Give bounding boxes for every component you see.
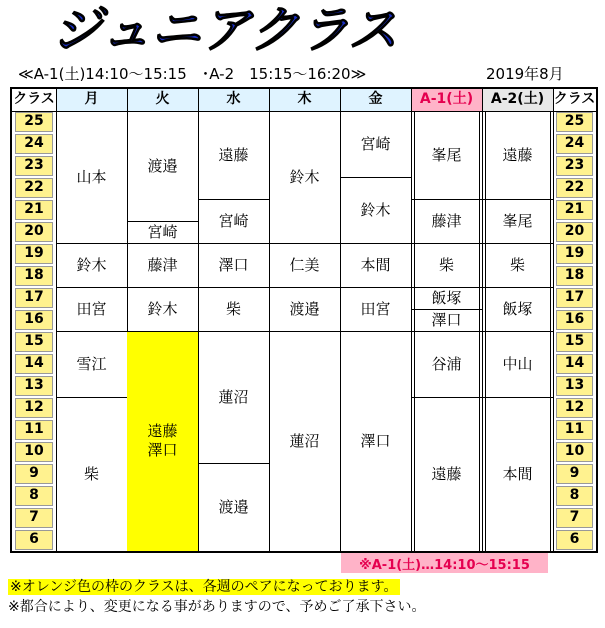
grid-line — [411, 397, 482, 398]
grid-line — [127, 221, 198, 222]
a1-class: 柴 — [438, 255, 454, 274]
level-right: 19 — [556, 244, 593, 264]
level-left: 24 — [15, 134, 53, 154]
header-class_left: クラス — [13, 91, 55, 108]
grid-line — [340, 243, 411, 244]
tue-class: 渡邉 — [147, 156, 178, 175]
grid-line — [127, 331, 198, 332]
level-left: 11 — [15, 420, 53, 440]
grid-line — [553, 89, 554, 551]
level-left: 6 — [15, 530, 53, 550]
grid-line — [482, 287, 553, 288]
grid-line — [411, 287, 482, 288]
a2-class: 峯尾 — [502, 211, 533, 230]
grid-line — [482, 243, 553, 244]
header-class_right: クラス — [553, 91, 596, 108]
a2-class: 飯塚 — [502, 299, 533, 318]
level-right: 6 — [556, 530, 593, 550]
wed-class: 澤口 — [218, 255, 249, 274]
notes — [8, 576, 425, 616]
mon-class: 鈴木 — [76, 255, 107, 274]
level-right: 10 — [556, 442, 593, 462]
level-left: 10 — [15, 442, 53, 462]
a1-class: 藤津 — [431, 211, 462, 230]
level-right: 18 — [556, 266, 593, 286]
mon-class: 山本 — [76, 167, 107, 186]
tue-class: 遠藤 澤口 — [127, 331, 198, 551]
a1-class: 谷浦 — [431, 354, 462, 373]
header-thu: 木 — [269, 89, 340, 111]
level-left: 22 — [15, 178, 53, 198]
timetable — [10, 87, 598, 553]
header-a1: A-1(土) — [411, 89, 482, 111]
grid-line — [411, 309, 482, 310]
grid-line — [482, 397, 553, 398]
mon-class: 田宮 — [76, 299, 107, 318]
level-right: 12 — [556, 398, 593, 418]
title-text: ジュニアクラス — [52, 1, 398, 59]
grid-line — [269, 243, 340, 244]
level-right: 13 — [556, 376, 593, 396]
tue-class: 宮崎 — [147, 222, 178, 241]
level-right: 20 — [556, 222, 593, 242]
a2-class: 中山 — [502, 354, 533, 373]
page-title — [0, 0, 605, 62]
a2-class: 柴 — [509, 255, 525, 274]
grid-line — [198, 463, 269, 464]
level-right: 9 — [556, 464, 593, 484]
level-right: 15 — [556, 332, 593, 352]
header-tue: 火 — [127, 89, 198, 111]
level-left: 25 — [15, 112, 53, 132]
level-right: 24 — [556, 134, 593, 154]
grid-line — [411, 243, 482, 244]
thu-class: 蓮沼 — [289, 431, 320, 450]
fri-class: 田宮 — [360, 299, 391, 318]
grid-line — [56, 331, 127, 332]
grid-line — [127, 243, 198, 244]
schedule-line: ≪A-1(土)14:10〜15:15 ･A-2 15:15〜16:20≫ — [18, 65, 367, 83]
header-wed: 水 — [198, 89, 269, 111]
fri-class: 本間 — [360, 255, 391, 274]
level-left: 23 — [15, 156, 53, 176]
fri-class: 澤口 — [360, 431, 391, 450]
fri-class: 宮崎 — [360, 134, 391, 153]
a2-class: 本間 — [502, 464, 533, 483]
grid-line — [56, 287, 127, 288]
level-left: 21 — [15, 200, 53, 220]
level-right: 25 — [556, 112, 593, 132]
a1-class: 遠藤 — [431, 464, 462, 483]
mon-class: 雪江 — [76, 354, 107, 373]
grid-line — [479, 111, 480, 551]
grid-line — [269, 331, 340, 332]
wed-class: 遠藤 — [218, 145, 249, 164]
level-left: 16 — [15, 310, 53, 330]
grid-line — [198, 331, 269, 332]
a1-time-note: ※A-1(土)…14:10〜15:15 — [341, 553, 548, 573]
level-left: 8 — [15, 486, 53, 506]
grid-line — [340, 177, 411, 178]
level-left: 14 — [15, 354, 53, 374]
mon-class: 柴 — [83, 464, 99, 483]
level-right: 14 — [556, 354, 593, 374]
level-right: 17 — [556, 288, 593, 308]
fri-class: 鈴木 — [360, 200, 391, 219]
a2-class: 遠藤 — [502, 145, 533, 164]
pair-note: ※オレンジ色の枠のクラスは、各週のペアになっております。 — [10, 579, 398, 595]
grid-line — [411, 331, 482, 332]
wed-class: 渡邉 — [218, 497, 249, 516]
level-left: 7 — [15, 508, 53, 528]
grid-line — [482, 199, 553, 200]
grid-line — [485, 111, 486, 551]
grid-line — [56, 243, 127, 244]
level-left: 17 — [15, 288, 53, 308]
grid-line — [269, 287, 340, 288]
level-left: 20 — [15, 222, 53, 242]
grid-line — [198, 199, 269, 200]
thu-class: 仁美 — [289, 255, 320, 274]
grid-line — [198, 243, 269, 244]
level-left: 9 — [15, 464, 53, 484]
header-fri: 金 — [340, 89, 411, 111]
a1-class: 飯塚 — [431, 288, 462, 307]
grid-line — [482, 331, 553, 332]
level-right: 21 — [556, 200, 593, 220]
a1-class: 峯尾 — [431, 145, 462, 164]
grid-line — [411, 199, 482, 200]
a1-class: 澤口 — [431, 310, 462, 329]
wed-class: 宮崎 — [218, 211, 249, 230]
level-right: 22 — [556, 178, 593, 198]
grid-line — [127, 287, 198, 288]
tue-class: 藤津 — [147, 255, 178, 274]
date-label: 2019年8月 — [486, 65, 564, 83]
grid-line — [198, 287, 269, 288]
change-note: ※都合により、変更になる事がありますので、予めご了承下さい。 — [8, 599, 426, 615]
grid-line — [414, 111, 415, 551]
level-right: 8 — [556, 486, 593, 506]
level-left: 12 — [15, 398, 53, 418]
level-right: 23 — [556, 156, 593, 176]
grid-line — [340, 287, 411, 288]
header-a2: A-2(土) — [482, 89, 553, 111]
grid-line — [56, 397, 127, 398]
level-left: 13 — [15, 376, 53, 396]
tue-class: 鈴木 — [147, 299, 178, 318]
level-right: 16 — [556, 310, 593, 330]
wed-class: 柴 — [225, 299, 241, 318]
wed-class: 蓮沼 — [218, 387, 249, 406]
level-left: 15 — [15, 332, 53, 352]
grid-line — [340, 331, 411, 332]
level-left: 19 — [15, 244, 53, 264]
grid-line — [550, 111, 551, 551]
level-right: 7 — [556, 508, 593, 528]
level-left: 18 — [15, 266, 53, 286]
thu-class: 渡邉 — [289, 299, 320, 318]
header-mon: 月 — [56, 89, 127, 111]
thu-class: 鈴木 — [289, 167, 320, 186]
level-right: 11 — [556, 420, 593, 440]
